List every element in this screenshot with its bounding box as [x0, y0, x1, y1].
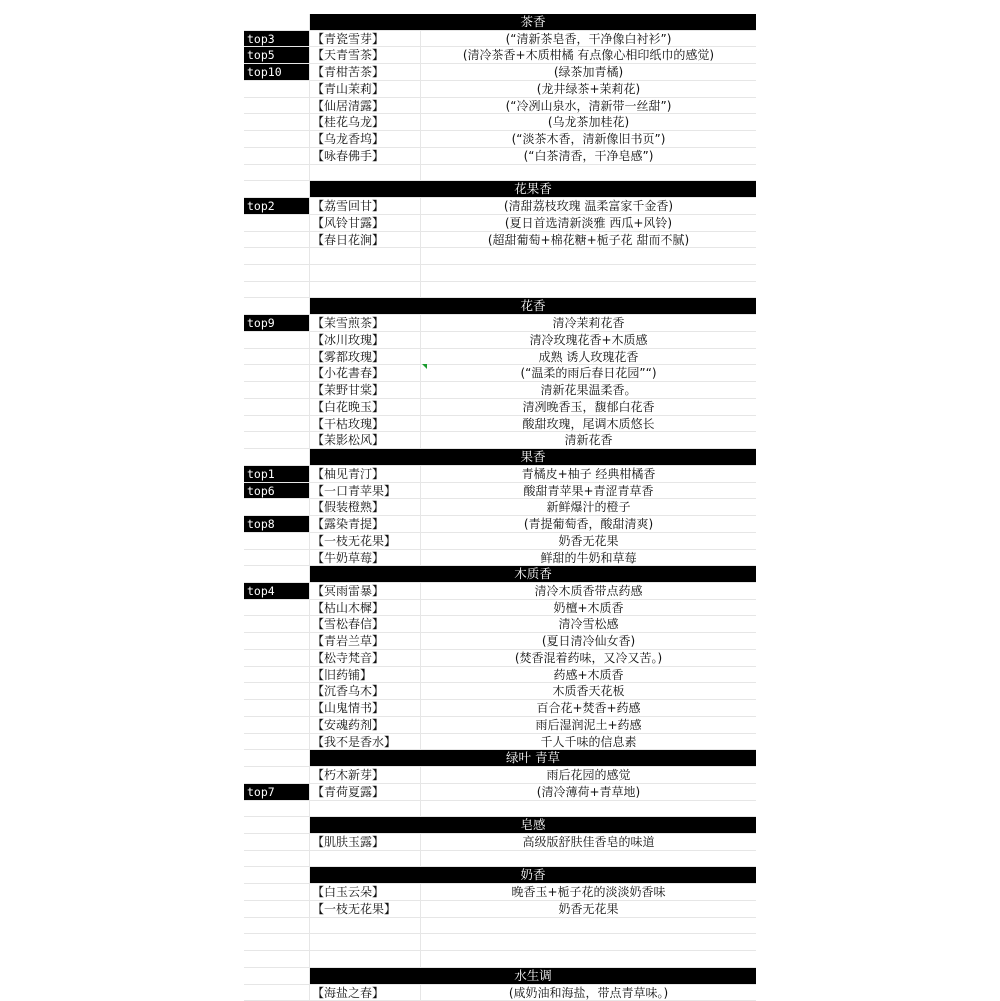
description-cell[interactable]: 高级版舒肤佳香皂的味道 [522, 834, 655, 849]
description-cell[interactable]: 奶檀+木质香 [553, 600, 624, 615]
fragrance-name-cell[interactable] [310, 951, 421, 967]
rank-cell[interactable] [244, 817, 310, 833]
rank-cell[interactable]: top7 [244, 784, 310, 800]
category-title[interactable]: 果香 [310, 449, 756, 465]
rank-cell[interactable] [244, 248, 310, 264]
description-cell[interactable]: 鲜甜的牛奶和草莓 [540, 550, 637, 565]
cell-comment-marker [422, 364, 427, 369]
rank-cell[interactable] [244, 399, 310, 415]
description-cell[interactable]: (绿茶加青橘) [553, 65, 624, 80]
fragrance-name-cell[interactable] [310, 282, 421, 298]
description-cell[interactable]: (“淡茶木香，清新像旧书页”) [511, 132, 666, 147]
rank-cell[interactable]: top10 [244, 64, 310, 80]
category-header-row [244, 968, 756, 985]
rank-cell[interactable] [244, 114, 310, 130]
description-cell[interactable]: 清冷茉莉花香 [552, 316, 625, 331]
description-cell[interactable] [421, 918, 756, 934]
rank-cell[interactable] [244, 801, 310, 817]
description-cell[interactable]: (咸奶油和海盐，带点青草味。) [508, 985, 669, 1000]
fragrance-name-cell[interactable]: 【茉影松风】 [310, 432, 421, 448]
fragrance-name-cell[interactable]: 【一枝无花果】 [310, 533, 421, 549]
category-title[interactable]: 皂感 [310, 817, 756, 833]
table-row [244, 365, 756, 382]
description-cell[interactable]: (焚香混着药味，又冷又苦。) [514, 650, 663, 665]
table-row [244, 215, 756, 232]
description-cell[interactable]: 百合花+焚香+药感 [536, 701, 641, 716]
rank-cell[interactable] [244, 265, 310, 281]
fragrance-name-cell[interactable]: 【青瓷雪芽】 [310, 31, 421, 47]
fragrance-name-cell[interactable]: 【青岩兰草】 [310, 633, 421, 649]
rank-cell[interactable] [244, 349, 310, 365]
description-cell[interactable] [421, 801, 756, 817]
fragrance-name-cell[interactable]: 【乌龙香坞】 [310, 131, 421, 147]
description-cell[interactable]: (“冷冽山泉水，清新带一丝甜”) [505, 98, 672, 113]
table-row [244, 81, 756, 98]
blank-row [244, 282, 756, 299]
table-row [244, 131, 756, 148]
rank-cell[interactable]: top8 [244, 516, 310, 532]
rank-cell[interactable] [244, 550, 310, 566]
description-cell[interactable] [421, 934, 756, 950]
fragrance-name-cell[interactable]: 【一枝无花果】 [310, 901, 421, 917]
category-header-row [244, 867, 756, 884]
fragrance-name-cell[interactable]: 【牛奶草莓】 [310, 550, 421, 566]
category-title[interactable]: 茶香 [310, 14, 756, 30]
table-row [244, 399, 756, 416]
rank-cell[interactable] [244, 734, 310, 750]
rank-cell[interactable] [244, 767, 310, 783]
description-cell[interactable] [421, 282, 756, 298]
spreadsheet [244, 14, 756, 1001]
rank-cell[interactable] [244, 951, 310, 967]
rank-cell[interactable] [244, 148, 310, 164]
blank-row [244, 951, 756, 968]
description-cell[interactable]: 清新花果温柔香。 [540, 383, 637, 398]
fragrance-name-cell[interactable]: 【旧药铺】 [310, 667, 421, 683]
description-cell[interactable]: (清甜荔枝玫瑰 温柔富家千金香) [503, 199, 674, 214]
fragrance-name-cell[interactable]: 【荔雪回甘】 [310, 198, 421, 214]
fragrance-name-cell[interactable]: 【我不是香水】 [310, 734, 421, 750]
table-row [244, 767, 756, 784]
table-row [244, 985, 756, 1001]
table-row [244, 47, 756, 64]
description-cell[interactable]: 清冷玫瑰花香+木质感 [529, 332, 648, 347]
fragrance-name-cell[interactable]: 【桂花乌龙】 [310, 114, 421, 130]
table-row [244, 416, 756, 433]
description-cell[interactable]: 雨后花园的感觉 [546, 768, 631, 783]
blank-row [244, 918, 756, 935]
rank-cell[interactable] [244, 416, 310, 432]
fragrance-name-cell[interactable]: 【松寺梵音】 [310, 650, 421, 666]
fragrance-name-cell[interactable]: 【肌肤玉露】 [310, 834, 421, 850]
category-title[interactable]: 花果香 [310, 181, 756, 197]
fragrance-name-cell[interactable]: 【沉香乌木】 [310, 683, 421, 699]
rank-cell[interactable] [244, 332, 310, 348]
category-title[interactable]: 绿叶 青草 [310, 750, 756, 766]
blank-row [244, 165, 756, 182]
fragrance-name-cell[interactable]: 【仙居清露】 [310, 98, 421, 114]
table-row [244, 901, 756, 918]
fragrance-name-cell[interactable] [310, 165, 421, 181]
fragrance-name-cell[interactable]: 【一口青苹果】 [310, 483, 421, 499]
table-row [244, 667, 756, 684]
description-cell[interactable]: 奶香无花果 [558, 901, 619, 916]
fragrance-name-cell[interactable]: 【小花書春】 [310, 365, 421, 381]
category-title[interactable]: 木质香 [310, 566, 756, 582]
rank-cell[interactable] [244, 215, 310, 231]
category-title[interactable]: 水生调 [310, 968, 756, 984]
category-title[interactable]: 奶香 [310, 867, 756, 883]
table-row [244, 583, 756, 600]
description-cell[interactable]: (龙井绿茶+茉莉花) [536, 81, 641, 96]
rank-cell[interactable] [244, 650, 310, 666]
fragrance-name-cell[interactable]: 【露染青提】 [310, 516, 421, 532]
rank-cell[interactable] [244, 81, 310, 97]
category-header-row [244, 181, 756, 198]
fragrance-name-cell[interactable]: 【春日花涧】 [310, 232, 421, 248]
blank-row [244, 851, 756, 868]
fragrance-name-cell[interactable] [310, 918, 421, 934]
rank-cell[interactable] [244, 851, 310, 867]
rank-cell[interactable] [244, 232, 310, 248]
fragrance-name-cell[interactable]: 【冥雨雷暴】 [310, 583, 421, 599]
description-cell[interactable]: 奶香无花果 [558, 533, 619, 548]
description-cell[interactable] [421, 265, 756, 281]
fragrance-name-cell[interactable]: 【海盐之春】 [310, 985, 421, 1001]
rank-cell[interactable] [244, 181, 310, 197]
description-cell[interactable]: (“温柔的雨后春日花园”“) [520, 366, 657, 381]
category-header-row [244, 817, 756, 834]
table-row [244, 98, 756, 115]
table-row [244, 650, 756, 667]
rank-cell[interactable] [244, 616, 310, 632]
fragrance-name-cell[interactable]: 【安魂药剂】 [310, 717, 421, 733]
table-row [244, 114, 756, 131]
description-cell[interactable]: (乌龙茶加桂花) [547, 115, 630, 130]
description-cell[interactable]: (超甜葡萄+棉花糖+栀子花 甜而不腻) [487, 232, 690, 247]
rank-cell[interactable] [244, 566, 310, 582]
fragrance-name-cell[interactable]: 【朽木新芽】 [310, 767, 421, 783]
rank-cell[interactable] [244, 934, 310, 950]
rank-cell[interactable] [244, 867, 310, 883]
rank-cell[interactable] [244, 98, 310, 114]
rank-cell[interactable] [244, 432, 310, 448]
description-cell[interactable]: 清新花香 [564, 433, 613, 448]
table-row [244, 550, 756, 567]
table-row [244, 198, 756, 215]
fragrance-name-cell[interactable]: 【青柑苦茶】 [310, 64, 421, 80]
rank-cell[interactable] [244, 298, 310, 314]
rank-cell[interactable] [244, 717, 310, 733]
blank-row [244, 248, 756, 265]
table-row [244, 499, 756, 516]
description-cell[interactable]: 成熟 诱人玫瑰花香 [538, 349, 639, 364]
description-cell[interactable]: 清冷雪松感 [558, 617, 619, 632]
description-cell[interactable]: (青提葡萄香，酸甜清爽) [523, 517, 654, 532]
description-cell[interactable]: 清冽晚香玉，馥郁白花香 [522, 399, 655, 414]
description-cell[interactable] [421, 248, 756, 264]
table-row [244, 633, 756, 650]
fragrance-name-cell[interactable]: 【假装橙熟】 [310, 499, 421, 515]
fragrance-name-cell[interactable] [310, 934, 421, 950]
category-header-row [244, 750, 756, 767]
table-row [244, 884, 756, 901]
rank-cell[interactable] [244, 750, 310, 766]
table-row [244, 734, 756, 751]
rank-cell[interactable] [244, 165, 310, 181]
rank-cell[interactable] [244, 683, 310, 699]
fragrance-name-cell[interactable]: 【青荷夏露】 [310, 784, 421, 800]
rank-cell[interactable]: top2 [244, 198, 310, 214]
table-row [244, 700, 756, 717]
fragrance-name-cell[interactable] [310, 851, 421, 867]
table-row [244, 717, 756, 734]
rank-cell[interactable] [244, 985, 310, 1001]
rank-cell[interactable] [244, 884, 310, 900]
rank-cell[interactable] [244, 365, 310, 381]
fragrance-name-cell[interactable]: 【柚见青汀】 [310, 466, 421, 482]
rank-cell[interactable] [244, 449, 310, 465]
table-row [244, 432, 756, 449]
blank-row [244, 934, 756, 951]
description-cell[interactable]: 酸甜玫瑰，尾调木质悠长 [522, 416, 655, 431]
description-cell[interactable]: (清冷薄荷+青草地) [536, 784, 641, 799]
fragrance-name-cell[interactable]: 【雾都玫瑰】 [310, 349, 421, 365]
category-title[interactable]: 花香 [310, 298, 756, 314]
description-cell[interactable]: (清冷茶香+木质柑橘 有点像心相印纸巾的感觉) [462, 48, 715, 63]
rank-cell[interactable] [244, 533, 310, 549]
description-cell[interactable]: (夏日首选清新淡雅 西瓜+风铃) [504, 215, 673, 230]
fragrance-name-cell[interactable] [310, 265, 421, 281]
table-row [244, 349, 756, 366]
fragrance-name-cell[interactable]: 【白玉云朵】 [310, 884, 421, 900]
description-cell[interactable]: (“清新茶皂香，干净像白衬衫”) [505, 31, 672, 46]
table-row [244, 784, 756, 801]
description-cell[interactable]: 酸甜青苹果+青涩青草香 [523, 483, 654, 498]
rank-cell[interactable] [244, 633, 310, 649]
description-cell[interactable]: 清冷木质香带点药感 [534, 583, 643, 598]
rank-cell[interactable] [244, 382, 310, 398]
description-cell[interactable]: 药感+木质香 [553, 667, 624, 682]
rank-cell[interactable] [244, 131, 310, 147]
category-header-row [244, 14, 756, 31]
rank-cell[interactable] [244, 667, 310, 683]
fragrance-name-cell[interactable]: 【天青雪茶】 [310, 47, 421, 63]
description-cell[interactable]: 青橘皮+柚子 经典柑橘香 [521, 466, 656, 481]
fragrance-name-cell[interactable]: 【白花晚玉】 [310, 399, 421, 415]
table-row [244, 834, 756, 851]
description-cell[interactable] [421, 951, 756, 967]
category-header-row [244, 298, 756, 315]
table-row [244, 315, 756, 332]
fragrance-name-cell[interactable]: 【冰川玫瑰】 [310, 332, 421, 348]
blank-row [244, 265, 756, 282]
table-row [244, 64, 756, 81]
table-row [244, 148, 756, 165]
fragrance-name-cell[interactable]: 【枯山木樨】 [310, 600, 421, 616]
fragrance-name-cell[interactable]: 【干枯玫瑰】 [310, 416, 421, 432]
blank-row [244, 801, 756, 818]
rank-cell[interactable] [244, 14, 310, 30]
rank-cell[interactable] [244, 700, 310, 716]
rank-cell[interactable] [244, 968, 310, 984]
description-cell[interactable]: 雨后湿润泥土+药感 [535, 717, 642, 732]
table-row [244, 533, 756, 550]
rank-cell[interactable] [244, 600, 310, 616]
fragrance-name-cell[interactable]: 【山鬼情书】 [310, 700, 421, 716]
rank-cell[interactable] [244, 282, 310, 298]
fragrance-name-cell[interactable]: 【茉野甘棠】 [310, 382, 421, 398]
fragrance-name-cell[interactable]: 【茉雪煎茶】 [310, 315, 421, 331]
fragrance-name-cell[interactable] [310, 248, 421, 264]
rank-cell[interactable] [244, 918, 310, 934]
description-cell[interactable] [421, 165, 756, 181]
table-row [244, 382, 756, 399]
description-cell[interactable] [421, 851, 756, 867]
table-row [244, 683, 756, 700]
description-cell[interactable]: 新鲜爆汁的橙子 [546, 500, 631, 515]
rank-cell[interactable]: top1 [244, 466, 310, 482]
fragrance-name-cell[interactable]: 【咏春佛手】 [310, 148, 421, 164]
table-row [244, 466, 756, 483]
category-header-row [244, 449, 756, 466]
table-row [244, 332, 756, 349]
rank-cell[interactable]: top9 [244, 315, 310, 331]
table-row [244, 232, 756, 249]
description-cell[interactable]: 木质香天花板 [552, 684, 625, 699]
table-row [244, 600, 756, 617]
description-cell[interactable]: (夏日清冷仙女香) [541, 634, 636, 649]
table-row [244, 516, 756, 533]
description-cell[interactable]: (“白茶清香，干净皂感”) [523, 148, 654, 163]
rank-cell[interactable] [244, 901, 310, 917]
table-row [244, 31, 756, 48]
rank-cell[interactable]: top4 [244, 583, 310, 599]
rank-cell[interactable]: top6 [244, 483, 310, 499]
fragrance-name-cell[interactable]: 【风铃甘露】 [310, 215, 421, 231]
rank-cell[interactable]: top3 [244, 31, 310, 47]
fragrance-name-cell[interactable]: 【雪松春信】 [310, 616, 421, 632]
fragrance-name-cell[interactable]: 【青山茉莉】 [310, 81, 421, 97]
rank-cell[interactable]: top5 [244, 47, 310, 63]
description-cell[interactable]: 晚香玉+栀子花的淡淡奶香味 [511, 885, 666, 900]
rank-cell[interactable] [244, 834, 310, 850]
rank-cell[interactable] [244, 499, 310, 515]
category-header-row [244, 566, 756, 583]
table-row [244, 616, 756, 633]
fragrance-name-cell[interactable] [310, 801, 421, 817]
description-cell[interactable]: 千人千味的信息素 [540, 734, 637, 749]
table-row [244, 483, 756, 500]
